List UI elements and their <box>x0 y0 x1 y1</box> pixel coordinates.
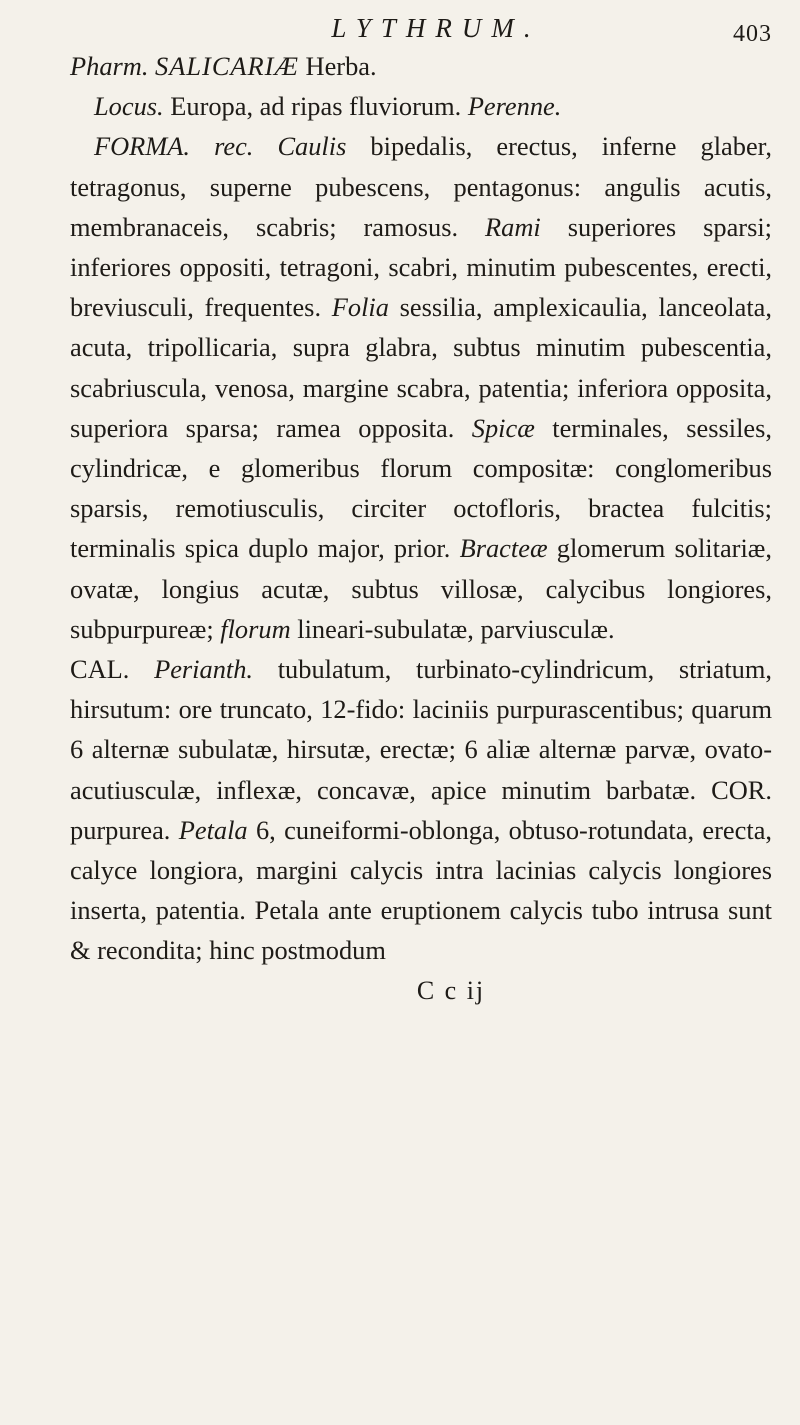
pharm-label: Pharm. <box>70 51 149 81</box>
calyx-paragraph <box>70 649 772 971</box>
folia-text: sessilia, amplexicaulia, lanceolata, acuta, tripollicaria, supra glabra, subtus minutim pubescentia, scabriuscula, venosa, margine scabra, patentia; inferiora opposita, superiora sparsa; ramea opposita. <box>70 292 772 443</box>
forma-rec: rec. <box>190 131 278 162</box>
caulis-label: Caulis <box>277 131 347 162</box>
florum-text: lineari-subulatæ, parviusculæ. <box>290 613 615 644</box>
signature-mark: C c ij <box>416 975 486 1005</box>
bracteae-text: glomerum solitariæ, ovatæ, longius acutæ, subtus villosæ, calycibus longiores, subpurpureæ; <box>70 533 772 644</box>
locus-label: Locus. <box>94 91 164 122</box>
florum-label: florum <box>220 613 291 644</box>
pharm-after: Herba. <box>298 51 377 81</box>
folia-label: Folia <box>331 292 389 323</box>
forma-paragraph <box>70 126 772 649</box>
pharmacy-line <box>70 46 772 86</box>
running-head-title: LYTHRUM. <box>331 13 541 43</box>
rami-label: Rami <box>485 211 541 242</box>
petala-label: Petala <box>178 814 248 845</box>
spicae-label: Spicæ <box>471 412 535 443</box>
perianth-label: Perianth. <box>154 654 254 685</box>
rami-text: superiores sparsi; inferiores oppositi, tetragoni, scabri, minutim pubescentes, erecti, breviusculi, frequentes. <box>70 211 773 323</box>
page-number: 403 <box>733 21 772 47</box>
spicae-text: terminales, sessiles, cylindricæ, e glomeribus florum compositæ: conglomeribus sparsis, remotiusculis, circiter octofloris, bractea fulcitis; terminalis spica duplo major, prior. <box>70 412 772 564</box>
pharm-value: SALICARIÆ <box>155 51 299 81</box>
locus-text: Europa, ad ripas fluviorum. <box>163 91 468 122</box>
cal-text: tubulatum, turbinato-cylindricum, striatum, hirsutum: ore truncato, 12-fido: laciniis purpurascentibus; quarum 6 alternæ subulatæ, hirsutæ, erectæ; 6 aliæ alternæ parvæ, ovato-acutiusculæ, inflexæ, concavæ, apice minutim barbatæ. <box>70 654 772 805</box>
cor-text: purpurea. <box>70 814 179 845</box>
cal-label: CAL. <box>70 654 130 685</box>
locus-duration: Perenne. <box>467 91 562 122</box>
locus-line <box>70 86 772 126</box>
running-head <box>70 10 772 46</box>
petala-text: 6, cuneiformi-oblonga, obtuso-rotundata, erecta, calyce longiora, margini calycis intra lacinias calycis longiores inserta, patentia. Petala ante eruptionem calycis tubo intrusa sunt & recondita; hinc postmodum <box>70 814 772 966</box>
bracteae-label: Bracteæ <box>459 533 548 564</box>
cor-label: COR. <box>711 774 772 805</box>
species-description <box>70 46 772 971</box>
forma-label: FORMA. <box>94 131 191 162</box>
caulis-text: bipedalis, erectus, inferne glaber, tetragonus, superne pubescens, pentagonus: angulis acutis, membranaceis, scabris; ramosus. <box>70 131 772 242</box>
